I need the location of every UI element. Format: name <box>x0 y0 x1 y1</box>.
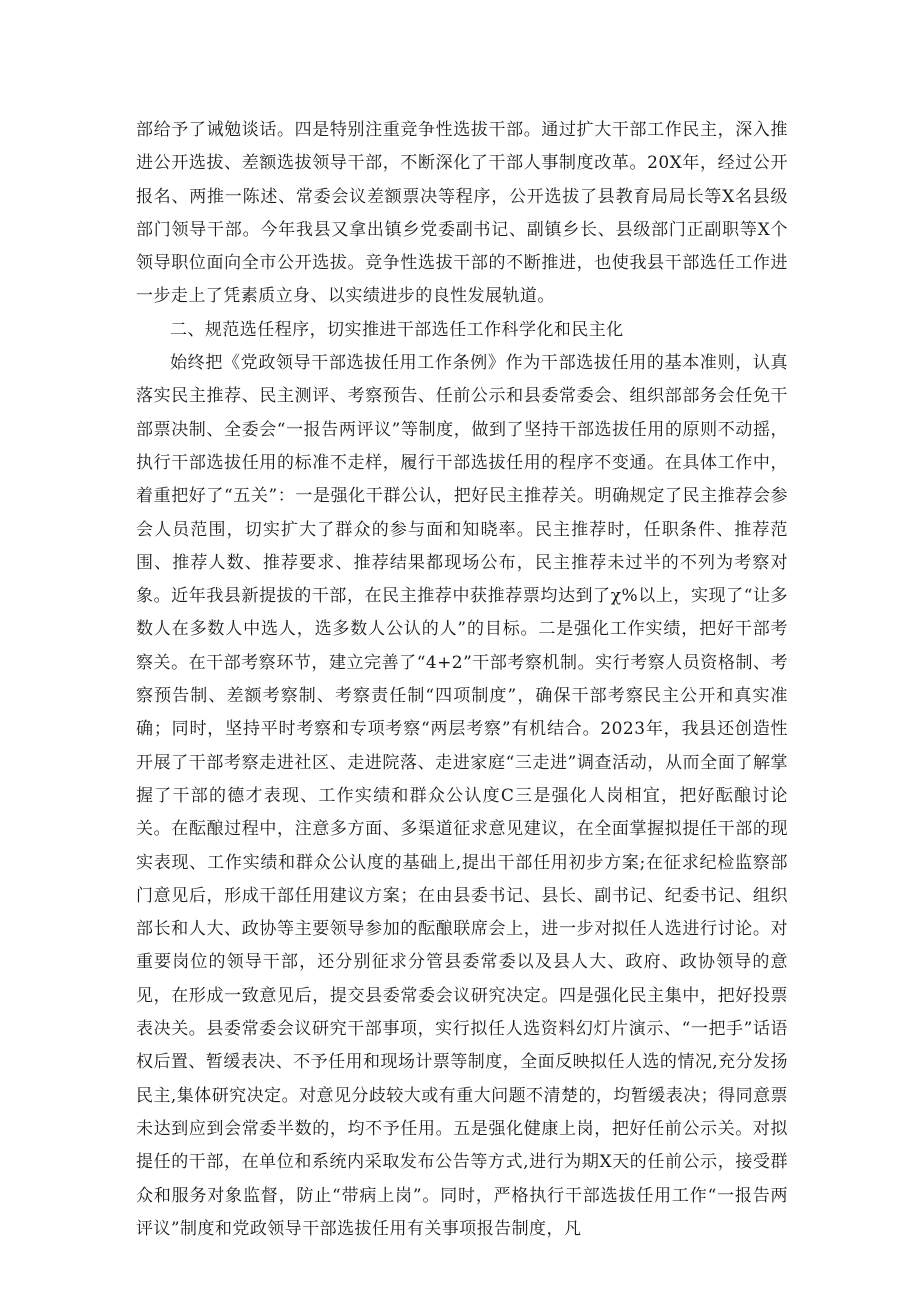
section-heading: 二、规范选任程序，切实推进干部选任工作科学化和民主化 <box>170 319 624 340</box>
paragraph-body: 始终把《党政领导干部选拔任用工作条例》作为干部选拔任用的基本准则，认真落实民主推荐、民主测评、考察预告、任前公示和县委常委会、组织部部务会任免干部票决制、全委会“一报告两评议”等制度，做到了坚持干部选拔任用的原则不动摇，执行干部选拔任用的标准不走样，履行干部选拔任用的程序不变通。在具体工作中，着重把好了“五关”：一是强化干群公认，把好民主推荐关。明确规定了民主推荐会参会人员范围，切实扩大了群众的参与面和知晓率。民主推荐时，任职条件、推荐范围、推荐人数、推荐要求、推荐结果都现场公布，民主推荐未过半的不列为考察对象。近年我县新提拔的干部，在民主推荐中获推荐票均达到了χ%以上，实现了“让多数人在多数人中选人，选多数人公认的人”的目标。二是强化工作实绩，把好干部考察关。在干部考察环节，建立完善了“4+2”干部考察机制。实行考察人员资格制、考察预告制、差额考察制、考察责任制“四项制度”，确保干部考察民主公开和真实准确；同时，坚持平时考察和专项考察“两层考察”有机结合。2023年，我县还创造性开展了干部考察走进社区、走进院落、走进家庭“三走进”调查活动，从而全面了解掌握了干部的德才表现、工作实绩和群众公认度C三是强化人岗相宜，把好酝酿讨论关。在酝酿过程中，注意多方面、多渠道征求意见建议，在全面掌握拟提任干部的现实表现、工作实绩和群众公认度的基础上,提出干部任用初步方案;在征求纪检监察部门意见后，形成干部任用建议方案；在由县委书记、县长、副书记、纪委书记、组织部长和人大、政协等主要领导参加的酝酿联席会上，进一步对拟任人选进行讨论。对重要岗位的领导干部，还分别征求分管县委常委以及县人大、政府、政协领导的意见，在形成一致意见后，提交县委常委会议研究决定。四是强化民主集中，把好投票表决关。县委常委会议研究干部事项，实行拟任人选资料幻灯片演示、“一把手”话语权后置、暂缓表决、不予任用和现场计票等制度，全面反映拟任人选的情况,充分发扬民主,集体研究决定。对意见分歧较大或有重大问题不清楚的，均暂缓表决；得同意票未达到应到会常委半数的，均不予任用。五是强化健康上岗，把好任前公示关。对拟提任的干部，在单位和系统内采取发布公告等方式,进行为期X天的任前公示，接受群众和服务对象监督，防止“带病上岗”。同时，严格执行干部选拔任用工作“一报告两评议”制度和党政领导干部选拔任用有关事项报告制度，凡 <box>136 353 788 1239</box>
document-page <box>136 114 788 1246</box>
paragraph-continuation: 部给予了诫勉谈话。四是特别注重竞争性选拔干部。通过扩大干部工作民主，深入推进公开选拔、差额选拔领导干部，不断深化了干部人事制度改革。20X年，经过公开报名、两推一陈述、常委会议差额票决等程序，公开选拔了县教育局局长等X名县级部门领导干部。今年我县又拿出镇乡党委副书记、副镇乡长、县级部门正副职等X个领导职位面向全市公开选拔。竞争性选拔干部的不断推进，也使我县干部选任工作进一步走上了凭素质立身、以实绩进步的良性发展轨道。 <box>136 120 788 307</box>
